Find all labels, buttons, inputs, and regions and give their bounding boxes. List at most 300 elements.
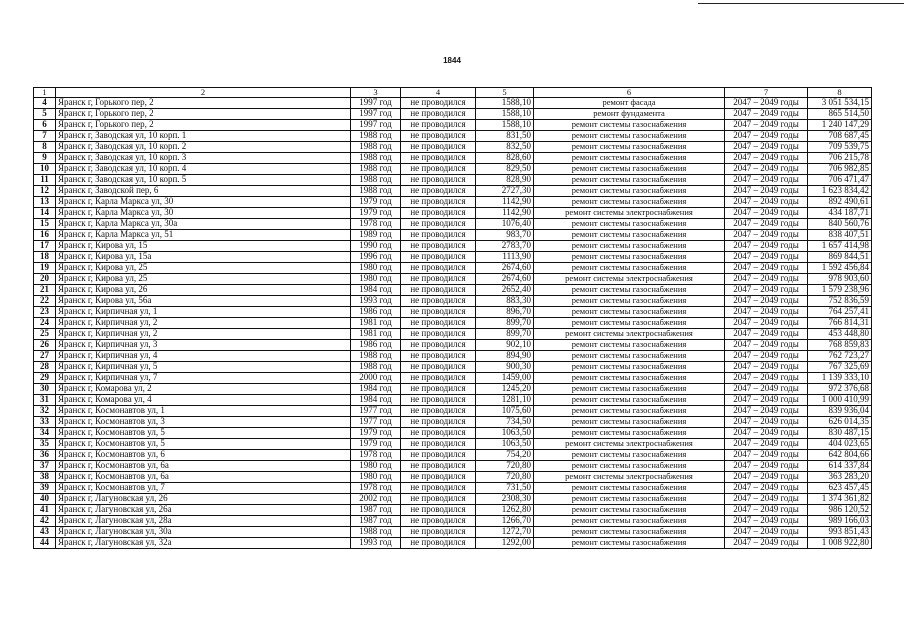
table-row bbox=[34, 262, 872, 273]
work-type-cell: ремонт системы газоснабжения bbox=[534, 152, 725, 163]
row-number: 38 bbox=[34, 471, 56, 482]
work-type-cell: ремонт системы газоснабжения bbox=[534, 295, 725, 306]
work-type-cell: ремонт фасада bbox=[534, 97, 725, 108]
table-row bbox=[34, 471, 872, 482]
table-row bbox=[34, 416, 872, 427]
address-cell: Яранск г, Комарова ул, 2 bbox=[56, 383, 351, 394]
area-cell: 2727,30 bbox=[476, 185, 534, 196]
period-cell: 2047 – 2049 годы bbox=[725, 207, 808, 218]
address-cell: Яранск г, Заводская ул, 10 корп. 3 bbox=[56, 152, 351, 163]
area-cell: 1076,40 bbox=[476, 218, 534, 229]
address-cell: Яранск г, Заводская ул, 10 корп. 4 bbox=[56, 163, 351, 174]
work-type-cell: ремонт системы газоснабжения bbox=[534, 262, 725, 273]
year-cell: 1997 год bbox=[351, 119, 401, 130]
year-cell: 1977 год bbox=[351, 416, 401, 427]
column-header-4: 4 bbox=[401, 88, 476, 98]
row-number: 17 bbox=[34, 240, 56, 251]
row-number: 16 bbox=[34, 229, 56, 240]
area-cell: 734,50 bbox=[476, 416, 534, 427]
area-cell: 1063,50 bbox=[476, 427, 534, 438]
area-cell: 754,20 bbox=[476, 449, 534, 460]
cost-cell: 752 836,59 bbox=[808, 295, 872, 306]
period-cell: 2047 – 2049 годы bbox=[725, 229, 808, 240]
cost-cell: 626 014,35 bbox=[808, 416, 872, 427]
year-cell: 1980 год bbox=[351, 471, 401, 482]
table-row bbox=[34, 328, 872, 339]
status-cell: не проводился bbox=[401, 196, 476, 207]
address-cell: Яранск г, Кирова ул, 25 bbox=[56, 273, 351, 284]
work-type-cell: ремонт системы газоснабжения bbox=[534, 196, 725, 207]
column-header-1: 1 bbox=[34, 88, 56, 98]
status-cell: не проводился bbox=[401, 339, 476, 350]
row-number: 14 bbox=[34, 207, 56, 218]
year-cell: 1997 год bbox=[351, 108, 401, 119]
cost-cell: 709 539,75 bbox=[808, 141, 872, 152]
year-cell: 1981 год bbox=[351, 328, 401, 339]
address-cell: Яранск г, Кирпичная ул, 1 bbox=[56, 306, 351, 317]
row-number: 21 bbox=[34, 284, 56, 295]
year-cell: 1988 год bbox=[351, 361, 401, 372]
period-cell: 2047 – 2049 годы bbox=[725, 504, 808, 515]
period-cell: 2047 – 2049 годы bbox=[725, 350, 808, 361]
address-cell: Яранск г, Кирова ул, 25 bbox=[56, 262, 351, 273]
area-cell: 2783,70 bbox=[476, 240, 534, 251]
year-cell: 1988 год bbox=[351, 141, 401, 152]
address-cell: Яранск г, Космонавтов ул, 6а bbox=[56, 471, 351, 482]
address-cell: Яранск г, Кирпичная ул, 3 bbox=[56, 339, 351, 350]
row-number: 18 bbox=[34, 251, 56, 262]
year-cell: 1986 год bbox=[351, 306, 401, 317]
work-type-cell: ремонт системы газоснабжения bbox=[534, 394, 725, 405]
address-cell: Яранск г, Кирова ул, 15 bbox=[56, 240, 351, 251]
area-cell: 1292,00 bbox=[476, 537, 534, 548]
area-cell: 1142,90 bbox=[476, 196, 534, 207]
status-cell: не проводился bbox=[401, 493, 476, 504]
work-type-cell: ремонт системы газоснабжения bbox=[534, 526, 725, 537]
row-number: 37 bbox=[34, 460, 56, 471]
status-cell: не проводился bbox=[401, 152, 476, 163]
period-cell: 2047 – 2049 годы bbox=[725, 449, 808, 460]
area-cell: 1075,60 bbox=[476, 405, 534, 416]
work-type-cell: ремонт системы газоснабжения bbox=[534, 515, 725, 526]
work-type-cell: ремонт системы газоснабжения bbox=[534, 229, 725, 240]
year-cell: 2000 год bbox=[351, 372, 401, 383]
work-type-cell: ремонт системы электроснабжения bbox=[534, 273, 725, 284]
table-row bbox=[34, 493, 872, 504]
status-cell: не проводился bbox=[401, 383, 476, 394]
row-number: 10 bbox=[34, 163, 56, 174]
area-cell: 983,70 bbox=[476, 229, 534, 240]
row-number: 15 bbox=[34, 218, 56, 229]
table-row bbox=[34, 350, 872, 361]
address-cell: Яранск г, Космонавтов ул, 6 bbox=[56, 449, 351, 460]
period-cell: 2047 – 2049 годы bbox=[725, 284, 808, 295]
work-type-cell: ремонт системы газоснабжения bbox=[534, 218, 725, 229]
row-number: 11 bbox=[34, 174, 56, 185]
area-cell: 829,50 bbox=[476, 163, 534, 174]
work-type-cell: ремонт системы газоснабжения bbox=[534, 372, 725, 383]
table-row bbox=[34, 482, 872, 493]
address-cell: Яранск г, Космонавтов ул, 1 bbox=[56, 405, 351, 416]
period-cell: 2047 – 2049 годы bbox=[725, 152, 808, 163]
cost-cell: 869 844,51 bbox=[808, 251, 872, 262]
area-cell: 1588,10 bbox=[476, 97, 534, 108]
cost-cell: 453 448,80 bbox=[808, 328, 872, 339]
period-cell: 2047 – 2049 годы bbox=[725, 394, 808, 405]
status-cell: не проводился bbox=[401, 108, 476, 119]
page-number: 1844 bbox=[443, 56, 461, 65]
row-number: 4 bbox=[34, 97, 56, 108]
cost-cell: 1 000 410,99 bbox=[808, 394, 872, 405]
year-cell: 1989 год bbox=[351, 229, 401, 240]
work-type-cell: ремонт системы газоснабжения bbox=[534, 119, 725, 130]
year-cell: 1984 год bbox=[351, 383, 401, 394]
year-cell: 1993 год bbox=[351, 537, 401, 548]
table-row bbox=[34, 119, 872, 130]
work-type-cell: ремонт системы газоснабжения bbox=[534, 163, 725, 174]
period-cell: 2047 – 2049 годы bbox=[725, 108, 808, 119]
row-number: 6 bbox=[34, 119, 56, 130]
table-row bbox=[34, 405, 872, 416]
cost-cell: 3 051 534,15 bbox=[808, 97, 872, 108]
table-row bbox=[34, 394, 872, 405]
area-cell: 1588,10 bbox=[476, 119, 534, 130]
cost-cell: 706 215,78 bbox=[808, 152, 872, 163]
address-cell: Яранск г, Горького пер, 2 bbox=[56, 97, 351, 108]
cost-cell: 767 325,69 bbox=[808, 361, 872, 372]
column-header-3: 3 bbox=[351, 88, 401, 98]
period-cell: 2047 – 2049 годы bbox=[725, 273, 808, 284]
table-row bbox=[34, 438, 872, 449]
period-cell: 2047 – 2049 годы bbox=[725, 482, 808, 493]
status-cell: не проводился bbox=[401, 251, 476, 262]
address-cell: Яранск г, Карла Маркса ул, 30а bbox=[56, 218, 351, 229]
address-cell: Яранск г, Кирова ул, 26 bbox=[56, 284, 351, 295]
year-cell: 1980 год bbox=[351, 460, 401, 471]
column-header-5: 5 bbox=[476, 88, 534, 98]
address-cell: Яранск г, Космонавтов ул, 6а bbox=[56, 460, 351, 471]
area-cell: 720,80 bbox=[476, 460, 534, 471]
table-row bbox=[34, 141, 872, 152]
cost-cell: 434 187,71 bbox=[808, 207, 872, 218]
row-number: 22 bbox=[34, 295, 56, 306]
period-cell: 2047 – 2049 годы bbox=[725, 383, 808, 394]
year-cell: 1988 год bbox=[351, 174, 401, 185]
area-cell: 832,50 bbox=[476, 141, 534, 152]
status-cell: не проводился bbox=[401, 97, 476, 108]
year-cell: 1979 год bbox=[351, 427, 401, 438]
period-cell: 2047 – 2049 годы bbox=[725, 306, 808, 317]
cost-cell: 1 374 361,82 bbox=[808, 493, 872, 504]
period-cell: 2047 – 2049 годы bbox=[725, 317, 808, 328]
table-row bbox=[34, 306, 872, 317]
period-cell: 2047 – 2049 годы bbox=[725, 493, 808, 504]
status-cell: не проводился bbox=[401, 174, 476, 185]
status-cell: не проводился bbox=[401, 394, 476, 405]
cost-cell: 892 490,61 bbox=[808, 196, 872, 207]
period-cell: 2047 – 2049 годы bbox=[725, 416, 808, 427]
table-row bbox=[34, 218, 872, 229]
work-type-cell: ремонт системы газоснабжения bbox=[534, 284, 725, 295]
period-cell: 2047 – 2049 годы bbox=[725, 537, 808, 548]
area-cell: 1459,00 bbox=[476, 372, 534, 383]
cost-cell: 623 457,45 bbox=[808, 482, 872, 493]
status-cell: не проводился bbox=[401, 328, 476, 339]
status-cell: не проводился bbox=[401, 273, 476, 284]
status-cell: не проводился bbox=[401, 460, 476, 471]
work-type-cell: ремонт системы газоснабжения bbox=[534, 174, 725, 185]
status-cell: не проводился bbox=[401, 262, 476, 273]
cost-cell: 706 982,85 bbox=[808, 163, 872, 174]
row-number: 40 bbox=[34, 493, 56, 504]
area-cell: 828,90 bbox=[476, 174, 534, 185]
period-cell: 2047 – 2049 годы bbox=[725, 526, 808, 537]
cost-cell: 1 657 414,98 bbox=[808, 240, 872, 251]
work-type-cell: ремонт системы газоснабжения bbox=[534, 482, 725, 493]
work-type-cell: ремонт системы газоснабжения bbox=[534, 504, 725, 515]
address-cell: Яранск г, Кирпичная ул, 2 bbox=[56, 328, 351, 339]
table-row bbox=[34, 163, 872, 174]
work-type-cell: ремонт системы газоснабжения bbox=[534, 141, 725, 152]
cost-cell: 972 376,68 bbox=[808, 383, 872, 394]
area-cell: 2308,30 bbox=[476, 493, 534, 504]
address-cell: Яранск г, Лагуновская ул, 26 bbox=[56, 493, 351, 504]
area-cell: 731,50 bbox=[476, 482, 534, 493]
address-cell: Яранск г, Космонавтов ул, 5 bbox=[56, 427, 351, 438]
address-cell: Яранск г, Кирова ул, 56а bbox=[56, 295, 351, 306]
area-cell: 1266,70 bbox=[476, 515, 534, 526]
area-cell: 1113,90 bbox=[476, 251, 534, 262]
status-cell: не проводился bbox=[401, 405, 476, 416]
year-cell: 2002 год bbox=[351, 493, 401, 504]
address-cell: Яранск г, Космонавтов ул, 3 bbox=[56, 416, 351, 427]
area-cell: 828,60 bbox=[476, 152, 534, 163]
period-cell: 2047 – 2049 годы bbox=[725, 361, 808, 372]
table-row bbox=[34, 251, 872, 262]
cost-cell: 865 514,50 bbox=[808, 108, 872, 119]
period-cell: 2047 – 2049 годы bbox=[725, 460, 808, 471]
column-header-8: 8 bbox=[808, 88, 872, 98]
table-row bbox=[34, 284, 872, 295]
work-type-cell: ремонт системы электроснабжения bbox=[534, 207, 725, 218]
work-type-cell: ремонт системы электроснабжения bbox=[534, 471, 725, 482]
column-header-7: 7 bbox=[725, 88, 808, 98]
row-number: 12 bbox=[34, 185, 56, 196]
table-row bbox=[34, 207, 872, 218]
year-cell: 1984 год bbox=[351, 394, 401, 405]
address-cell: Яранск г, Кирпичная ул, 5 bbox=[56, 361, 351, 372]
status-cell: не проводился bbox=[401, 141, 476, 152]
address-cell: Яранск г, Лагуновская ул, 30а bbox=[56, 526, 351, 537]
cost-cell: 1 592 456,84 bbox=[808, 262, 872, 273]
address-cell: Яранск г, Горького пер, 2 bbox=[56, 108, 351, 119]
row-number: 32 bbox=[34, 405, 56, 416]
table-row bbox=[34, 427, 872, 438]
row-number: 31 bbox=[34, 394, 56, 405]
address-cell: Яранск г, Лагуновская ул, 32а bbox=[56, 537, 351, 548]
top-rule bbox=[698, 3, 904, 4]
work-type-cell: ремонт системы газоснабжения bbox=[534, 350, 725, 361]
year-cell: 1987 год bbox=[351, 515, 401, 526]
year-cell: 1988 год bbox=[351, 185, 401, 196]
row-number: 44 bbox=[34, 537, 56, 548]
work-type-cell: ремонт системы газоснабжения bbox=[534, 416, 725, 427]
cost-cell: 363 283,20 bbox=[808, 471, 872, 482]
column-header-6: 6 bbox=[534, 88, 725, 98]
status-cell: не проводился bbox=[401, 482, 476, 493]
year-cell: 1990 год bbox=[351, 240, 401, 251]
row-number: 7 bbox=[34, 130, 56, 141]
address-cell: Яранск г, Кирпичная ул, 4 bbox=[56, 350, 351, 361]
work-type-cell: ремонт системы газоснабжения bbox=[534, 317, 725, 328]
cost-cell: 1 008 922,80 bbox=[808, 537, 872, 548]
row-number: 42 bbox=[34, 515, 56, 526]
table-header-row bbox=[34, 88, 872, 98]
address-cell: Яранск г, Заводская ул, 10 корп. 2 bbox=[56, 141, 351, 152]
row-number: 20 bbox=[34, 273, 56, 284]
address-cell: Яранск г, Заводская ул, 10 корп. 1 bbox=[56, 130, 351, 141]
status-cell: не проводился bbox=[401, 372, 476, 383]
row-number: 36 bbox=[34, 449, 56, 460]
address-cell: Яранск г, Космонавтов ул, 5 bbox=[56, 438, 351, 449]
cost-cell: 840 560,76 bbox=[808, 218, 872, 229]
status-cell: не проводился bbox=[401, 207, 476, 218]
period-cell: 2047 – 2049 годы bbox=[725, 218, 808, 229]
status-cell: не проводился bbox=[401, 130, 476, 141]
period-cell: 2047 – 2049 годы bbox=[725, 97, 808, 108]
row-number: 23 bbox=[34, 306, 56, 317]
work-type-cell: ремонт системы газоснабжения bbox=[534, 240, 725, 251]
year-cell: 1993 год bbox=[351, 295, 401, 306]
area-cell: 896,70 bbox=[476, 306, 534, 317]
row-number: 41 bbox=[34, 504, 56, 515]
row-number: 9 bbox=[34, 152, 56, 163]
year-cell: 1980 год bbox=[351, 262, 401, 273]
status-cell: не проводился bbox=[401, 163, 476, 174]
period-cell: 2047 – 2049 годы bbox=[725, 163, 808, 174]
status-cell: не проводился bbox=[401, 515, 476, 526]
table-row bbox=[34, 295, 872, 306]
year-cell: 1978 год bbox=[351, 482, 401, 493]
work-type-cell: ремонт системы газоснабжения bbox=[534, 339, 725, 350]
area-cell: 883,30 bbox=[476, 295, 534, 306]
period-cell: 2047 – 2049 годы bbox=[725, 174, 808, 185]
area-cell: 1063,50 bbox=[476, 438, 534, 449]
year-cell: 1988 год bbox=[351, 163, 401, 174]
address-cell: Яранск г, Космонавтов ул, 7 bbox=[56, 482, 351, 493]
year-cell: 1987 год bbox=[351, 504, 401, 515]
period-cell: 2047 – 2049 годы bbox=[725, 427, 808, 438]
status-cell: не проводился bbox=[401, 306, 476, 317]
work-type-cell: ремонт системы электроснабжения bbox=[534, 438, 725, 449]
year-cell: 1988 год bbox=[351, 152, 401, 163]
work-type-cell: ремонт системы газоснабжения bbox=[534, 405, 725, 416]
cost-cell: 839 936,04 bbox=[808, 405, 872, 416]
status-cell: не проводился bbox=[401, 350, 476, 361]
year-cell: 1986 год bbox=[351, 339, 401, 350]
year-cell: 1988 год bbox=[351, 526, 401, 537]
cost-cell: 766 814,31 bbox=[808, 317, 872, 328]
work-type-cell: ремонт системы газоснабжения bbox=[534, 427, 725, 438]
address-cell: Яранск г, Горького пер, 2 bbox=[56, 119, 351, 130]
status-cell: не проводился bbox=[401, 537, 476, 548]
table-row bbox=[34, 515, 872, 526]
status-cell: не проводился bbox=[401, 229, 476, 240]
row-number: 25 bbox=[34, 328, 56, 339]
status-cell: не проводился bbox=[401, 361, 476, 372]
row-number: 26 bbox=[34, 339, 56, 350]
area-cell: 2674,60 bbox=[476, 262, 534, 273]
area-cell: 720,80 bbox=[476, 471, 534, 482]
table-row bbox=[34, 273, 872, 284]
address-cell: Яранск г, Кирпичная ул, 2 bbox=[56, 317, 351, 328]
period-cell: 2047 – 2049 годы bbox=[725, 372, 808, 383]
year-cell: 1988 год bbox=[351, 350, 401, 361]
address-cell: Яранск г, Карла Маркса ул, 51 bbox=[56, 229, 351, 240]
row-number: 5 bbox=[34, 108, 56, 119]
cost-cell: 764 257,41 bbox=[808, 306, 872, 317]
row-number: 30 bbox=[34, 383, 56, 394]
period-cell: 2047 – 2049 годы bbox=[725, 328, 808, 339]
cost-cell: 762 723,27 bbox=[808, 350, 872, 361]
table-row bbox=[34, 185, 872, 196]
period-cell: 2047 – 2049 годы bbox=[725, 185, 808, 196]
area-cell: 902,10 bbox=[476, 339, 534, 350]
cost-cell: 1 623 834,42 bbox=[808, 185, 872, 196]
cost-cell: 838 407,51 bbox=[808, 229, 872, 240]
status-cell: не проводился bbox=[401, 295, 476, 306]
cost-cell: 614 337,84 bbox=[808, 460, 872, 471]
table-body bbox=[34, 88, 872, 549]
period-cell: 2047 – 2049 годы bbox=[725, 130, 808, 141]
cost-cell: 989 166,03 bbox=[808, 515, 872, 526]
year-cell: 1980 год bbox=[351, 273, 401, 284]
status-cell: не проводился bbox=[401, 240, 476, 251]
table-row bbox=[34, 449, 872, 460]
period-cell: 2047 – 2049 годы bbox=[725, 438, 808, 449]
cost-cell: 978 903,60 bbox=[808, 273, 872, 284]
row-number: 39 bbox=[34, 482, 56, 493]
work-type-cell: ремонт системы газоснабжения bbox=[534, 460, 725, 471]
table-row bbox=[34, 97, 872, 108]
year-cell: 1978 год bbox=[351, 449, 401, 460]
table-row bbox=[34, 174, 872, 185]
area-cell: 1281,10 bbox=[476, 394, 534, 405]
year-cell: 1984 год bbox=[351, 284, 401, 295]
table-row bbox=[34, 504, 872, 515]
row-number: 43 bbox=[34, 526, 56, 537]
table-row bbox=[34, 240, 872, 251]
address-cell: Яранск г, Лагуновская ул, 28а bbox=[56, 515, 351, 526]
cost-cell: 1 139 333,10 bbox=[808, 372, 872, 383]
status-cell: не проводился bbox=[401, 185, 476, 196]
status-cell: не проводился bbox=[401, 449, 476, 460]
area-cell: 894,90 bbox=[476, 350, 534, 361]
period-cell: 2047 – 2049 годы bbox=[725, 240, 808, 251]
year-cell: 1988 год bbox=[351, 130, 401, 141]
address-cell: Яранск г, Заводская ул, 10 корп. 5 bbox=[56, 174, 351, 185]
cost-cell: 1 579 238,96 bbox=[808, 284, 872, 295]
address-cell: Яранск г, Комарова ул, 4 bbox=[56, 394, 351, 405]
year-cell: 1977 год bbox=[351, 405, 401, 416]
area-cell: 2674,60 bbox=[476, 273, 534, 284]
table-row bbox=[34, 317, 872, 328]
period-cell: 2047 – 2049 годы bbox=[725, 339, 808, 350]
work-type-cell: ремонт системы газоснабжения bbox=[534, 537, 725, 548]
area-cell: 1272,70 bbox=[476, 526, 534, 537]
table-row bbox=[34, 383, 872, 394]
cost-cell: 642 804,66 bbox=[808, 449, 872, 460]
